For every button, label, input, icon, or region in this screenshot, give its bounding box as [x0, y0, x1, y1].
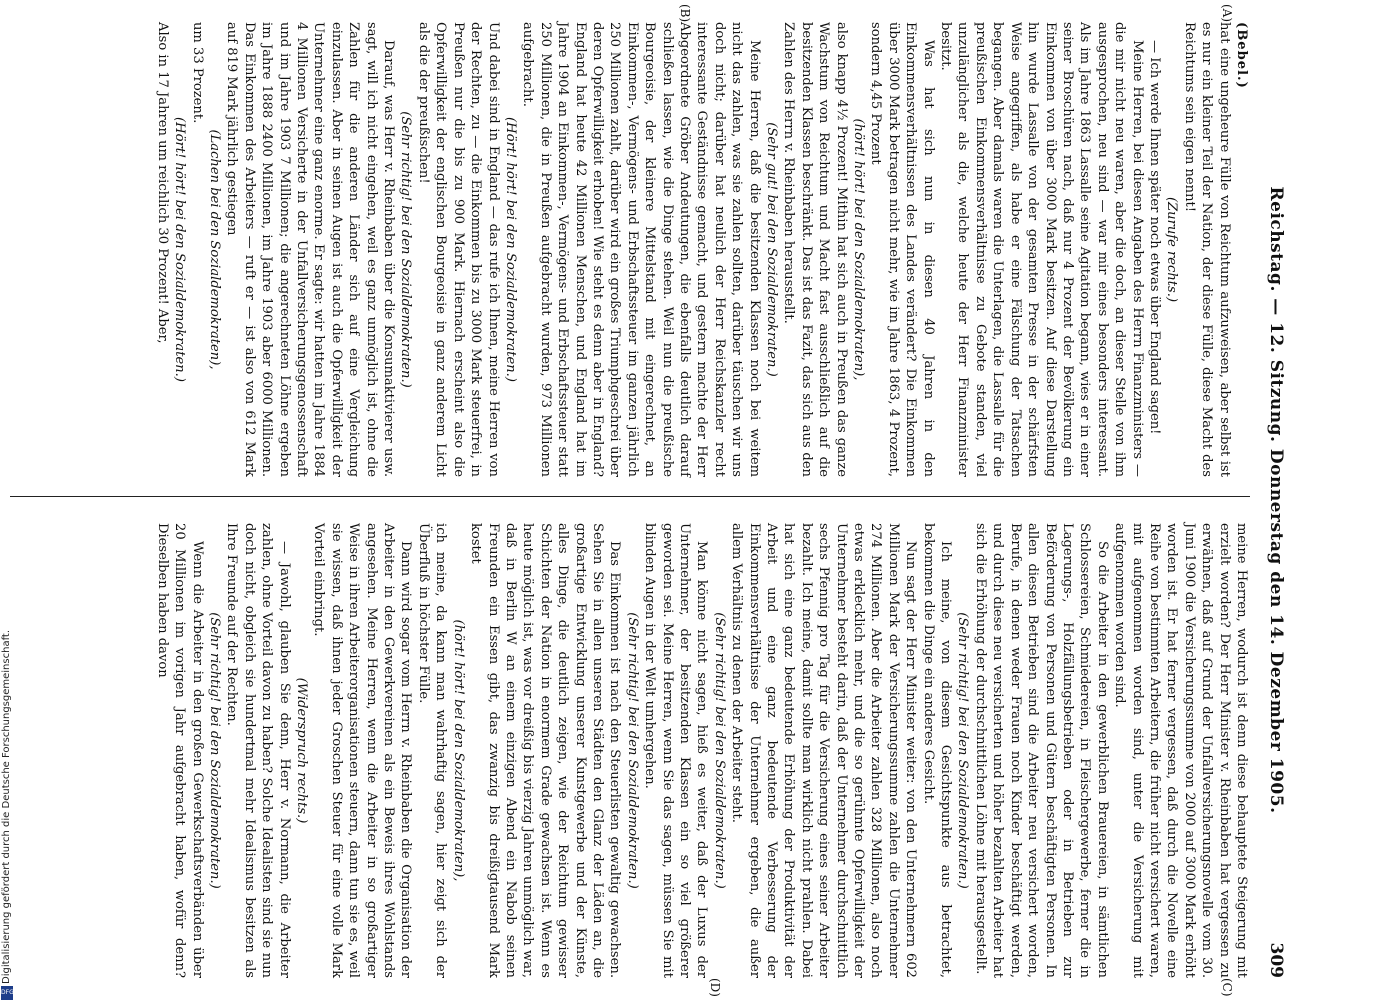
- column-divider: [10, 496, 1250, 497]
- paragraph: Dann wird sogar vom Herrn v. Rheinbaben die Organisation der Arbeiter in den Gewerkvereinen als ein Beweis ihres Wohlstands angesehen. Meine Herren, wenn die Arbeiter in so großartiger Weise in ihren Arbeiterorganisationen steuern, dann tun sie es, weil sie wissen, daß ihnen jeder Groschen Steuer für eine volle Mark Vorteil einbringt.: [311, 523, 414, 978]
- paragraph: Nun sagt der Herr Minister weiter: von den Unternehmern 602 Millionen Mark der Versicherungssumme zahlen die Unternehmer 274 Millionen. Aber die Arbeiter zahlen 328 Millionen, also noch etwas erklecklich mehr, und die so gerühmte Opferwilligkeit der Unternehmer besteht darin, daß der Unternehmer durchschnittlich sechs Pfennig pro Tag für die Versicherung eines seiner Arbeiter bezahlt. Ich meine, damit sollte man wirklich nicht prahlen. Dabei hat sich eine ganz bedeutende Erhöhung der Produktivität der Arbeit und eine ganz bedeutende Verbesserung der Einkommensverhältnisse der Unternehmer ergeben, die außer allem Verhältnis zu denen der Arbeiter steht.: [729, 523, 919, 978]
- interjection: (Hört! hört! bei den Sozialdemokraten.): [172, 117, 188, 382]
- margin-mark-c: (C): [1220, 978, 1234, 997]
- margin-mark-d: (D): [708, 978, 722, 997]
- margin-mark-a: (A): [1220, 4, 1234, 23]
- interjection: (Sehr richtig! bei den Sozialdemokraten.): [207, 612, 223, 889]
- interjection: (Widerspruch rechts.): [294, 677, 310, 824]
- paragraph: meine Herren, wodurch ist denn diese behauptete Steigerung mit erzielt worden? Der Herr Minister v. Rheinbaben hat vergessen zu erwähnen, daß auf Grund der Unfallversicherungsnovelle vom 30. Juni 1900 die Versicherungssumme von 2000 auf 3000 Mark erhöht worden ist. Er hat ferner vergessen, daß durch die Novelle eine Reihe von bestimmten Arbeitern, die früher nicht versichert waren, mit aufgenommen worden sind, unter die Versicherung mit aufgenommen worden sind.: [1112, 523, 1249, 978]
- page-header: [1260, 22, 1286, 978]
- paragraph: — Jawohl, glauben Sie denn, Herr v. Normann, die Arbeiter zahlen, ohne Vorteil davon zu haben? Solche Idealisten sind sie nun doch nicht, obgleich sie hundertmal mehr Idealismus besitzen als Ihre Freunde auf der Rechten.: [224, 523, 292, 978]
- interjection: (hört! hört! bei den Sozialdemokraten),: [450, 619, 466, 882]
- paragraph: Ich meine, von diesem Gesichtspunkte aus betrachtet, bekommen die Dinge ein anderes Gesicht.: [920, 523, 954, 978]
- interjection: (Zurufe rechts.): [1164, 196, 1180, 303]
- interjection: (hört! hört! bei den Sozialdemokraten),: [851, 118, 867, 381]
- paragraph: Das Einkommen ist nach den Steuerlisten gewaltig gewachsen. Sehen Sie in allen unseren Städten den Glanz der Läden an, die großartige Entwicklung unserer Kunstgewerbe und der Künste, alles Dinge, die deutlich zeigen, wie der Reichtum gewisser Schichten der Nation in enormem Grade gewachsen ist. Wenn es heute möglich ist, was vor dreißig bis vierzig Jahren unmöglich war, daß in Berlin W an einem einzigen Abend ein Nabob seinen Freunden ein Essen gibt, das zwanzig bis dreißigtausend Mark kostet: [468, 523, 623, 978]
- interjection: (Sehr gut! bei den Sozialdemokraten.): [764, 122, 780, 377]
- interjection: (Sehr richtig! bei den Sozialdemokraten.): [398, 111, 414, 388]
- interjection: (Hört! hört! bei den Sozialdemokraten.): [502, 117, 518, 382]
- digitization-credit: Digitalisierung gefördert durch die Deutsche Forschungsgemeinschaft.: [1, 629, 12, 984]
- speaker-label: (Bebel.): [1234, 22, 1249, 89]
- paragraph: Meine Herren, daß die besitzenden Klassen noch bei weitem nicht das zahlen, was sie zahlen sollten, darüber täuschen wir uns doch nicht; darüber hat neulich der Herr Reichskanzler recht interessante Geständnisse gemacht, und gestern machte der Herr Abgeordnete Gröber Andeutungen, die ebenfalls deutlich darauf schließen lassen, wie die Dinge stehen. Weil nun die preußische Bourgeoisie, der kleinere Mittelstand mit eingerechnet, an Einkommen-, Vermögens- und Erbschaftssteuer im ganzen jährlich 250 Millionen zahlt, darüber wird ein großes Triumphgeschrei über deren Opferwilligkeit erhoben! Wie steht es denn aber in England? England hat heute 42 Millionen Menschen, und England hat im Jahre 1904 an Einkommen-, Vermögens- und Erbschaftssteuer statt 250 Millionen, die in Preußen aufgebracht wurden, 973 Millionen aufgebracht.: [520, 22, 762, 477]
- header-title: Reichstag. — 12. Sitzung. Donnerstag den 14. Dezember 1905.: [1266, 186, 1286, 814]
- paragraph: Darauf, was Herr v. Rheinbaben über die Konsumaktivierer usw. sagt, will ich nicht eingehen, weil es ganz unmöglich ist, ohne die Zahlen für die anderen Länder sich auf eine Vergleichung einzulassen. Aber in seinen Augen ist auch die Opferwilligkeit der Unternehmer eine ganz enorme. Er sagte: wir hatten im Jahre 1884 4 Millionen Versicherte in der Unfallversicherungsgenossenschaft und im Jahre 1903 7 Millionen; die angerechneten Löhne ergeben im Jahre 1888 2400 Millionen, im Jahre 1903 aber 6000 Millionen. Das Einkommen des Arbeiters — ruft er — ist also von 612 Mark auf 819 Mark jährlich gestiegen: [224, 22, 397, 477]
- paragraph: So die Arbeiter in den gewerblichen Brauereien, in sämtlichen Schlossereien, Schmiedereien, in Fleischergewerbe, ferner die in Lagerungs-, Holzfällungsbetrieben oder in Betrieben zur Beförderung von Personen und Gütern beschäftigten Personen. In allen diesen Betrieben sind die Arbeiter neu versichert worden, Berufe, in denen weder Frauen noch Kinder beschäftigt werden, und durch diese neu versicherten und höher bezahlten Arbeiter hat sich die Erhöhung der durchschnittlichen Löhne mit herausgestellt.: [972, 523, 1110, 978]
- interjection: (Sehr richtig! bei den Sozialdemokraten.): [624, 612, 640, 889]
- left-text-column: [153, 22, 1250, 477]
- paragraph: hat eine ungeheure Fülle von Reichtum aufzuweisen, aber selbst ist es nur ein kleiner Teil der Nation, der diese Fülle, diese Macht des Reichtums sein eigen nennt!: [1181, 22, 1232, 477]
- paragraph: Und dabei sind in England — das rufe ich Ihnen, meine Herren von der Rechten, zu — die Einkommen bis zu 3000 Mark steuerfrei, in Preußen nur die bis zu 900 Mark. Hiernach erscheint also die Opferwilligkeit der englischen Bourgeoisie in ganz anderem Licht als die der preußischen!: [415, 22, 501, 477]
- paragraph: um 33 Prozent.: [189, 22, 205, 124]
- interjection: (Sehr richtig! bei den Sozialdemokraten.): [955, 612, 971, 889]
- paragraph: Wenn die Arbeiter in den großen Gewerkschaftsverbänden über 20 Millionen im vorigen Jahr aufgebracht haben, wofür denn? Dieselben haben davon: [154, 523, 205, 978]
- interjection: (Lachen bei den Sozialdemokraten),: [207, 129, 223, 370]
- dfg-logo: DFG: [1, 986, 13, 1000]
- paragraph: — Ich werde Ihnen später noch etwas über England sagen!: [1146, 40, 1162, 435]
- page-number: 309: [1266, 942, 1286, 978]
- paragraph: Man könne nicht sagen, hieß es weiter, daß der Luxus der Unternehmer, der besitzenden Klassen ein so viel größerer geworden sei. Meine Herren, wenn Sie das sagen, müssen Sie mit blinden Augen in der Welt umhergehen.: [642, 523, 710, 978]
- paragraph: Meine Herren, bei diesen Angaben des Herrn Finanzministers — die mir nicht neu waren, aber die doch, an dieser Stelle von ihm ausgesprochen, neu sind — war mir eines besonders interessant. Als im Jahre 1863 Lassalle seine Agitation begann, wies er in einer seiner Broschüren nach, daß nur 4 Prozent der Bevölkerung ein Einkommen von über 3000 Mark besitzen. Auf diese Darstellung hin wurde Lassalle von der gesamten Presse in der schärfsten Weise angegriffen, als habe er eine Fälschung der Tatsachen begangen. Aber damals waren die Unterlagen, die Lassalle für die preußischen Einkommensverhältnisse zu Gebote standen, viel unzulänglicher als die, welche heute der Herr Finanzminister besitzt.: [938, 22, 1145, 477]
- right-text-column: [153, 523, 1250, 978]
- paragraph: also knapp 4½ Prozent! Mithin hat sich auch in Preußen das ganze Wachstum von Reichtum und Macht fast ausschließlich auf die besitzenden Klassen beschränkt. Das ist das Fazit, das sich aus den Zahlen des Herrn v. Rheinbaben herausstellt.: [781, 22, 849, 477]
- margin-mark-b: (B): [678, 4, 692, 23]
- paragraph: ich meine, da kann man wahrhaftig sagen, hier zeigt sich der Überfluß in höchster Fülle.: [415, 523, 449, 978]
- paragraph: Was hat sich nun in diesen 40 Jahren in den Einkommensverhältnissen des Landes verändert? Die Einkommen über 3000 Mark betragen nicht mehr, wie im Jahre 1863, 4 Prozent, sondern 4,45 Prozent: [868, 22, 936, 477]
- interjection: (Sehr richtig! bei den Sozialdemokraten.): [711, 612, 727, 889]
- paragraph: Also in 17 Jahren um reichlich 30 Prozent! Aber,: [154, 22, 170, 344]
